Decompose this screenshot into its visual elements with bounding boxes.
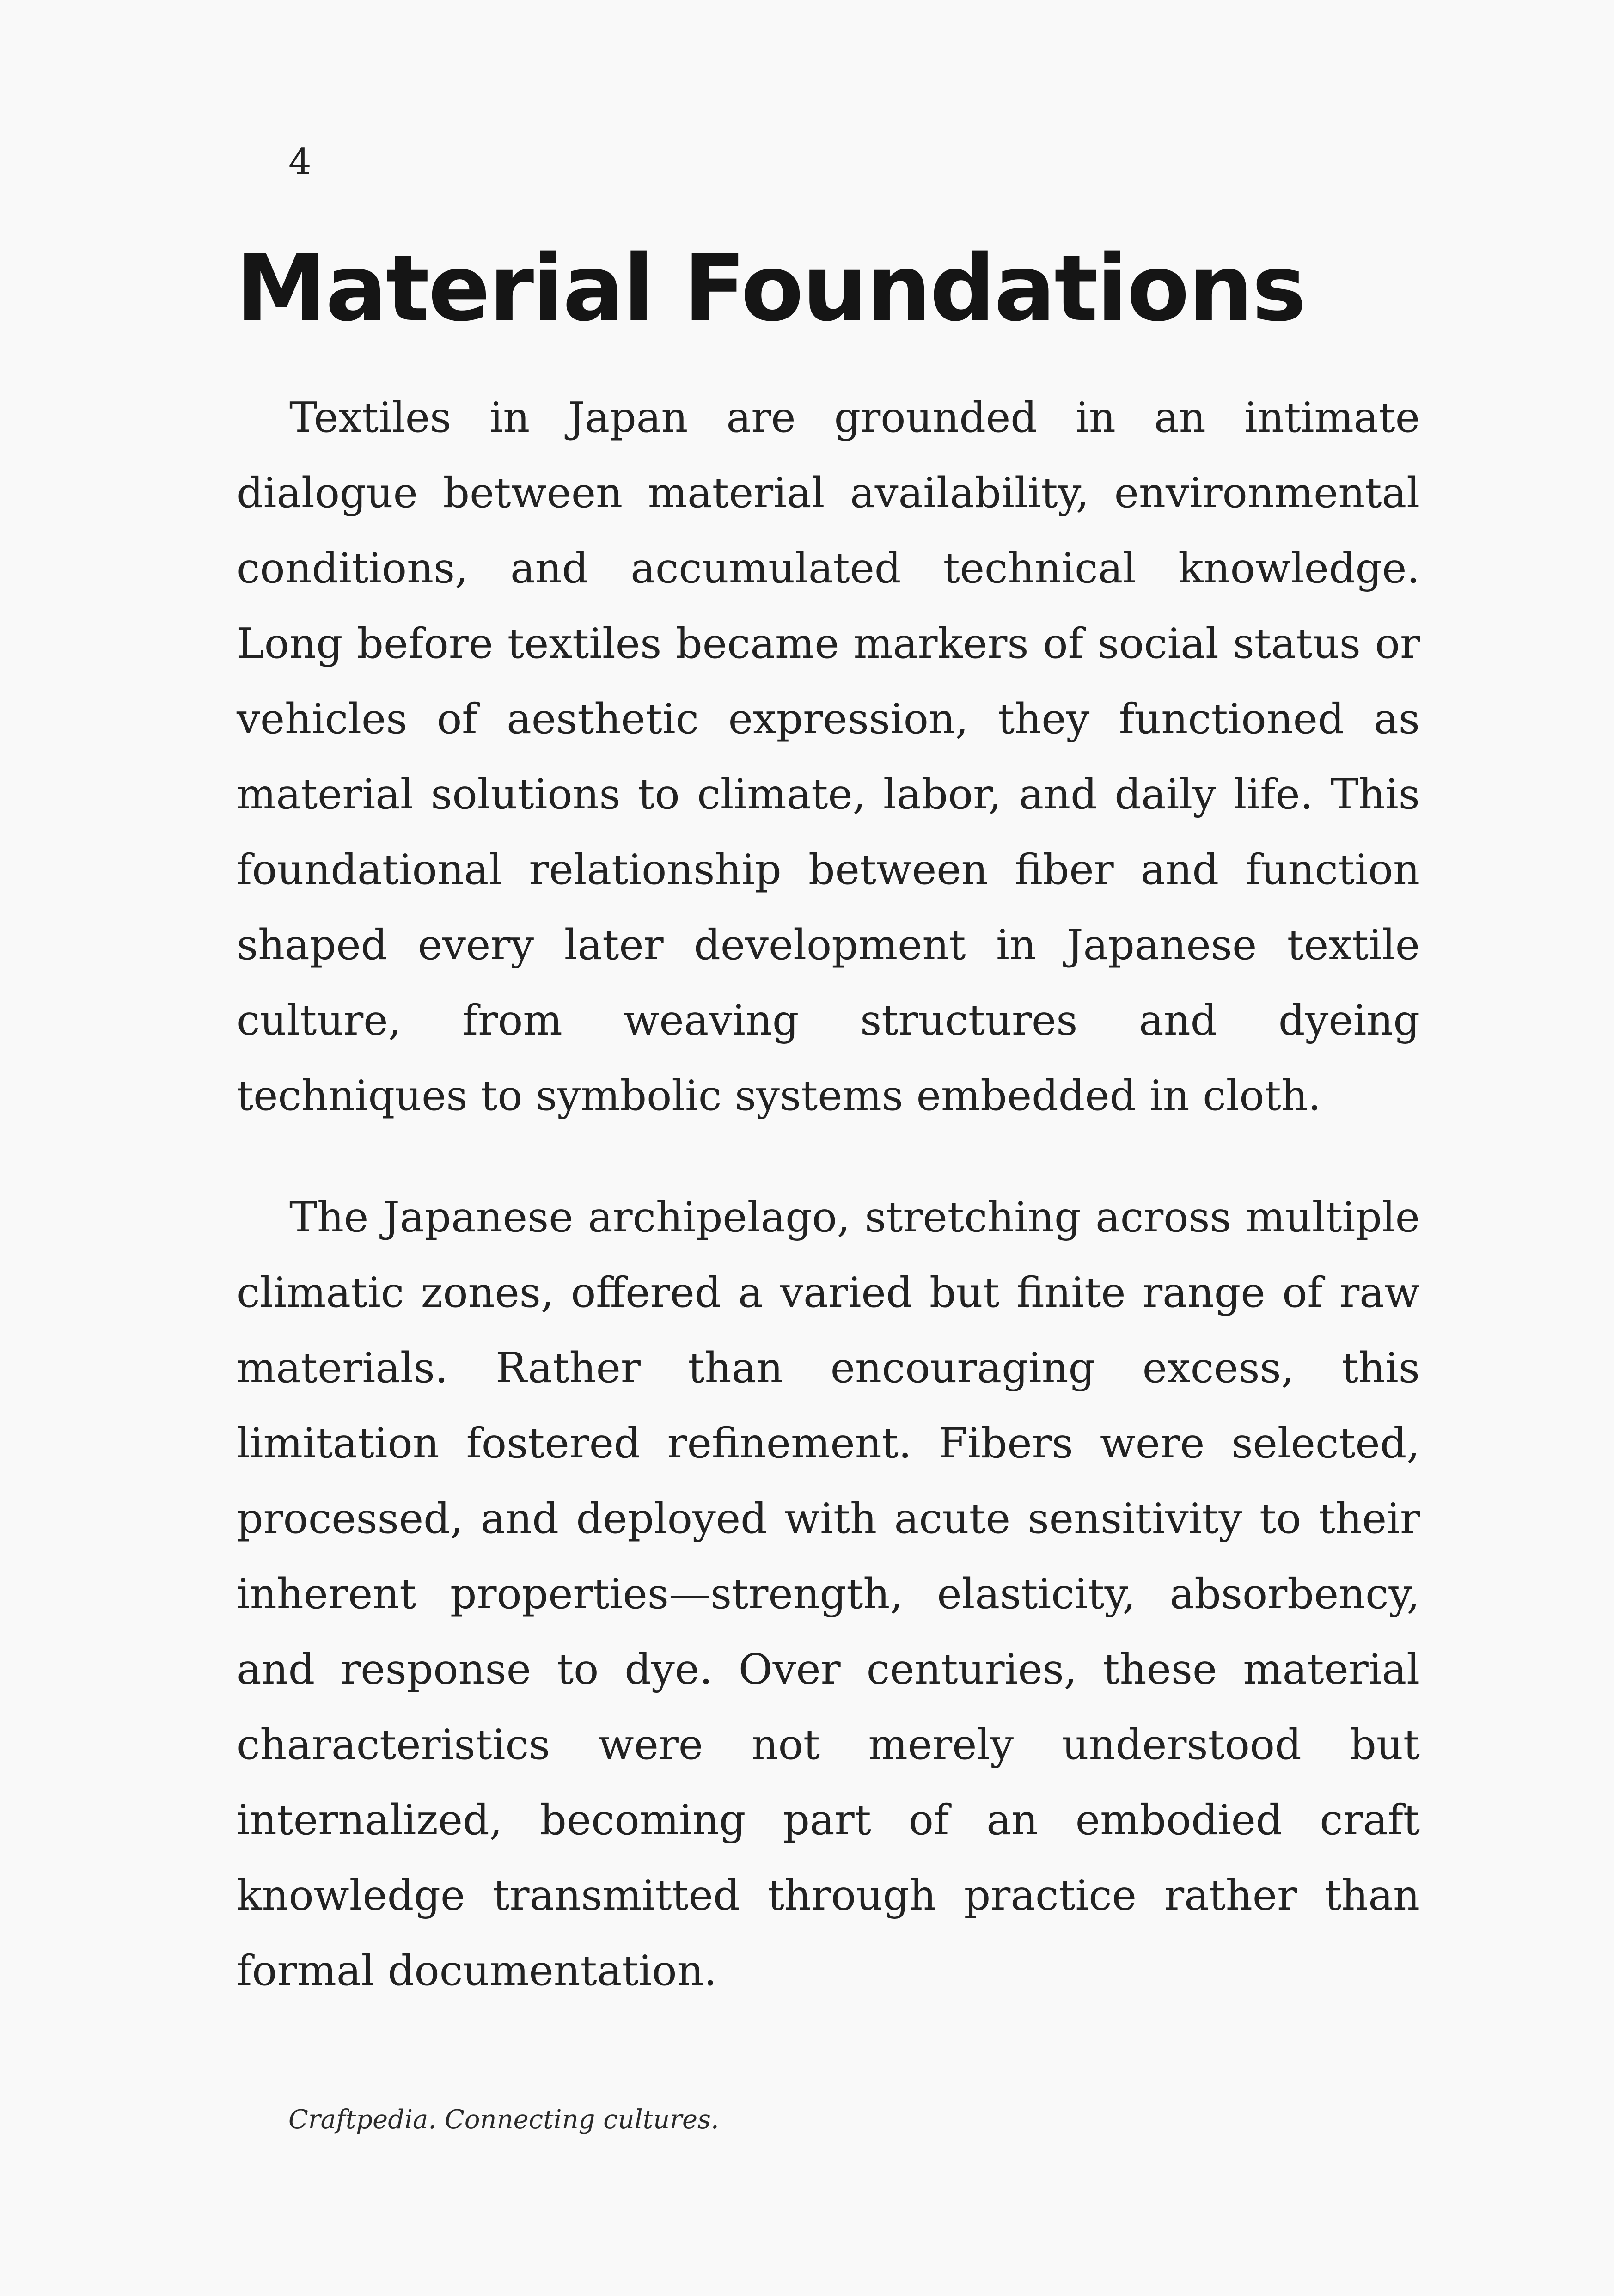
footer-tagline: Craftpedia. Connecting cultures. — [288, 2105, 719, 2135]
paragraph-2: The Japanese archipelago, stretching across multiple climatic zones, offered a varied but finite range of raw materials. Rather than encouraging excess, this limitation fostered refinement. Fibers were selected, processed, and deployed with acute sensitivity to their inherent properties—strength, elasticity, absorbency, and response to dye. Over centuries, these material characteristics were not merely understood but internalized, becoming part of an embodied craft knowledge transmitted through practice rather than formal documentation. — [237, 1193, 1420, 1995]
page-number: 4 — [288, 141, 312, 183]
page-title: Material Foundations — [236, 235, 1305, 342]
paragraph-1: Textiles in Japan are grounded in an intimate dialogue between material availability, environmental conditions, and accumulated technical knowledge. Long before textiles became markers of social status or vehicles of aesthetic expression, they functioned as material solutions to climate, labor, and daily life. This foundational relationship between fiber and function shaped every later development in Japanese textile culture, from weaving structures and dyeing techniques to symbolic systems embedded in cloth. — [237, 393, 1420, 1120]
body-text — [237, 380, 1420, 2055]
